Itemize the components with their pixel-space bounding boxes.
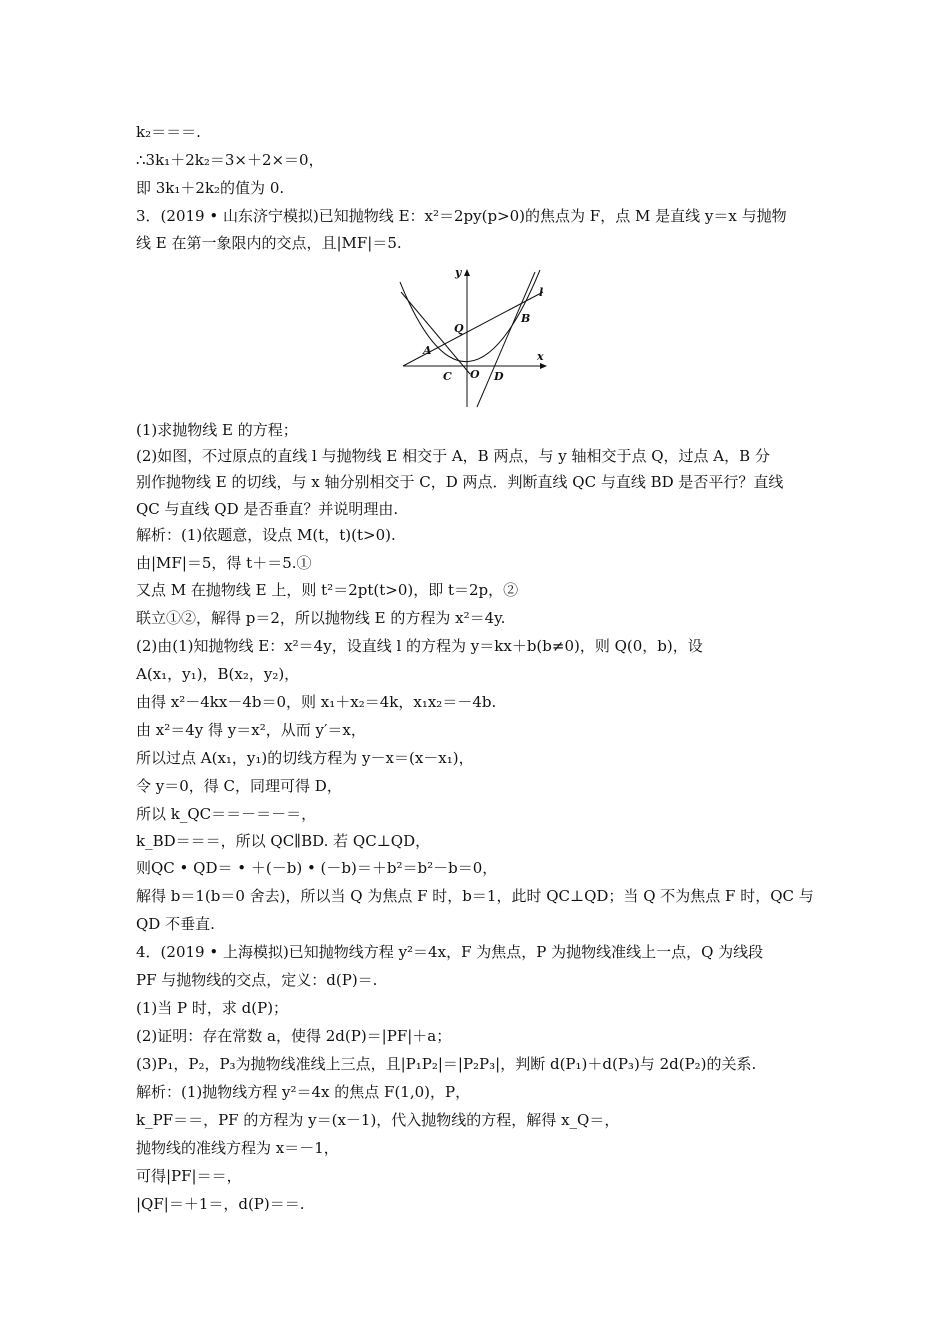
solution-line-11: 所以 k_QC＝＝－＝－＝， <box>136 805 317 823</box>
text-line-1: k₂＝＝＝. <box>136 123 201 141</box>
problem-4-solution-line-3: 抛物线的准线方程为 x＝－1， <box>136 1139 339 1157</box>
label-o: O <box>470 368 480 381</box>
problem-4-statement-line-1: 4．(2019 • 上海模拟)已知抛物线方程 y²＝4x，F 为焦点，P 为抛物线准线上一点，Q 为线段 <box>136 943 764 961</box>
tangent-at-b <box>477 272 535 407</box>
solution-line-6: A(x₁，y₁)，B(x₂，y₂)， <box>136 665 300 683</box>
solution-line-7: 由得 x²－4kx－4b＝0，则 x₁＋x₂＝4k，x₁x₂＝－4b. <box>136 693 497 711</box>
text-line-3: 即 3k₁＋2k₂的值为 0. <box>136 179 285 197</box>
solution-line-13: 则QC • QD＝ • ＋(－b) • (－b)＝＋b²＝b²－b＝0， <box>136 859 498 877</box>
problem-4-question-2: (2)证明：存在常数 a，使得 2d(P)＝|PF|＋a； <box>136 1027 452 1045</box>
label-y: y <box>455 266 462 279</box>
question-1-line: (1)求抛物线 E 的方程； <box>136 421 298 439</box>
solution-line-2: 由|MF|＝5，得 t＋＝5.① <box>136 554 312 572</box>
question-2-line-1: (2)如图，不过原点的直线 l 与抛物线 E 相交于 A，B 两点，与 y 轴相交于点 Q，过点 A，B 分 <box>136 447 770 465</box>
label-c: C <box>443 370 452 383</box>
solution-line-5: (2)由(1)知抛物线 E：x²＝4y，设直线 l 的方程为 y＝kx＋b(b≠0)，则 Q(0，b)，设 <box>136 637 703 655</box>
problem-4-question-3: (3)P₁，P₂，P₃为抛物线准线上三点，且|P₁P₂|＝|P₂P₃|，判断 d(P₁)＋d(P₃)与 2d(P₂)的关系. <box>136 1055 757 1073</box>
problem-4-solution-line-2: k_PF＝＝，PF 的方程为 y＝(x－1)，代入抛物线的方程，解得 x_Q＝， <box>136 1111 620 1129</box>
solution-line-9: 所以过点 A(x₁，y₁)的切线方程为 y－x＝(x－x₁)， <box>136 749 474 767</box>
problem-3-statement-line-2: 线 E 在第一象限内的交点，且|MF|＝5. <box>136 234 402 252</box>
parabola-figure <box>395 262 555 412</box>
solution-line-10: 令 y＝0，得 C，同理可得 D， <box>136 777 342 795</box>
y-axis-arrow-icon <box>464 269 470 276</box>
parabola-diagram <box>395 262 555 412</box>
solution-line-4: 联立①②，解得 p＝2，所以抛物线 E 的方程为 x²＝4y. <box>136 609 506 627</box>
question-2-line-2: 别作抛物线 E 的切线，与 x 轴分别相交于 C，D 两点．判断直线 QC 与直线 BD 是否平行？直线 <box>136 473 784 491</box>
problem-4-solution-line-1: 解析：(1)抛物线方程 y²＝4x 的焦点 F(1,0)，P， <box>136 1083 471 1101</box>
problem-4-statement-line-2: PF 与抛物线的交点，定义：d(P)＝. <box>136 971 378 989</box>
question-2-line-3: QC 与直线 QD 是否垂直？并说明理由. <box>136 500 399 518</box>
solution-line-15: QD 不垂直. <box>136 915 215 933</box>
x-axis-arrow-icon <box>540 363 547 369</box>
label-a: A <box>423 344 432 357</box>
problem-4-solution-line-4: 可得|PF|＝＝， <box>136 1167 242 1185</box>
solution-line-12: k_BD＝＝＝，所以 QC∥BD. 若 QC⊥QD， <box>136 832 431 850</box>
label-d: D <box>494 370 504 383</box>
problem-4-solution-line-5: |QF|＝＋1＝，d(P)＝＝. <box>136 1195 305 1213</box>
label-x: x <box>537 350 544 363</box>
label-q: Q <box>454 322 464 335</box>
label-l: l <box>539 286 544 299</box>
problem-3-statement-line-1: 3．(2019 • 山东济宁模拟)已知抛物线 E：x²＝2py(p>0)的焦点为 F，点 M 是直线 y＝x 与抛物 <box>136 207 787 225</box>
problem-4-question-1: (1)当 P 时，求 d(P)； <box>136 999 289 1017</box>
text-line-2: ∴3k₁＋2k₂＝3×＋2×＝0， <box>136 151 324 169</box>
solution-line-8: 由 x²＝4y 得 y＝x²，从而 y′＝x， <box>136 721 366 739</box>
solution-line-3: 又点 M 在抛物线 E 上，则 t²＝2pt(t>0)，即 t＝2p，② <box>136 581 519 599</box>
label-b: B <box>521 312 531 325</box>
solution-line-14: 解得 b＝1(b＝0 舍去)，所以当 Q 为焦点 F 时，b＝1，此时 QC⊥QD；当 Q 不为焦点 F 时，QC 与 <box>136 887 814 905</box>
solution-line-1: 解析：(1)依题意，设点 M(t，t)(t>0). <box>136 526 396 544</box>
